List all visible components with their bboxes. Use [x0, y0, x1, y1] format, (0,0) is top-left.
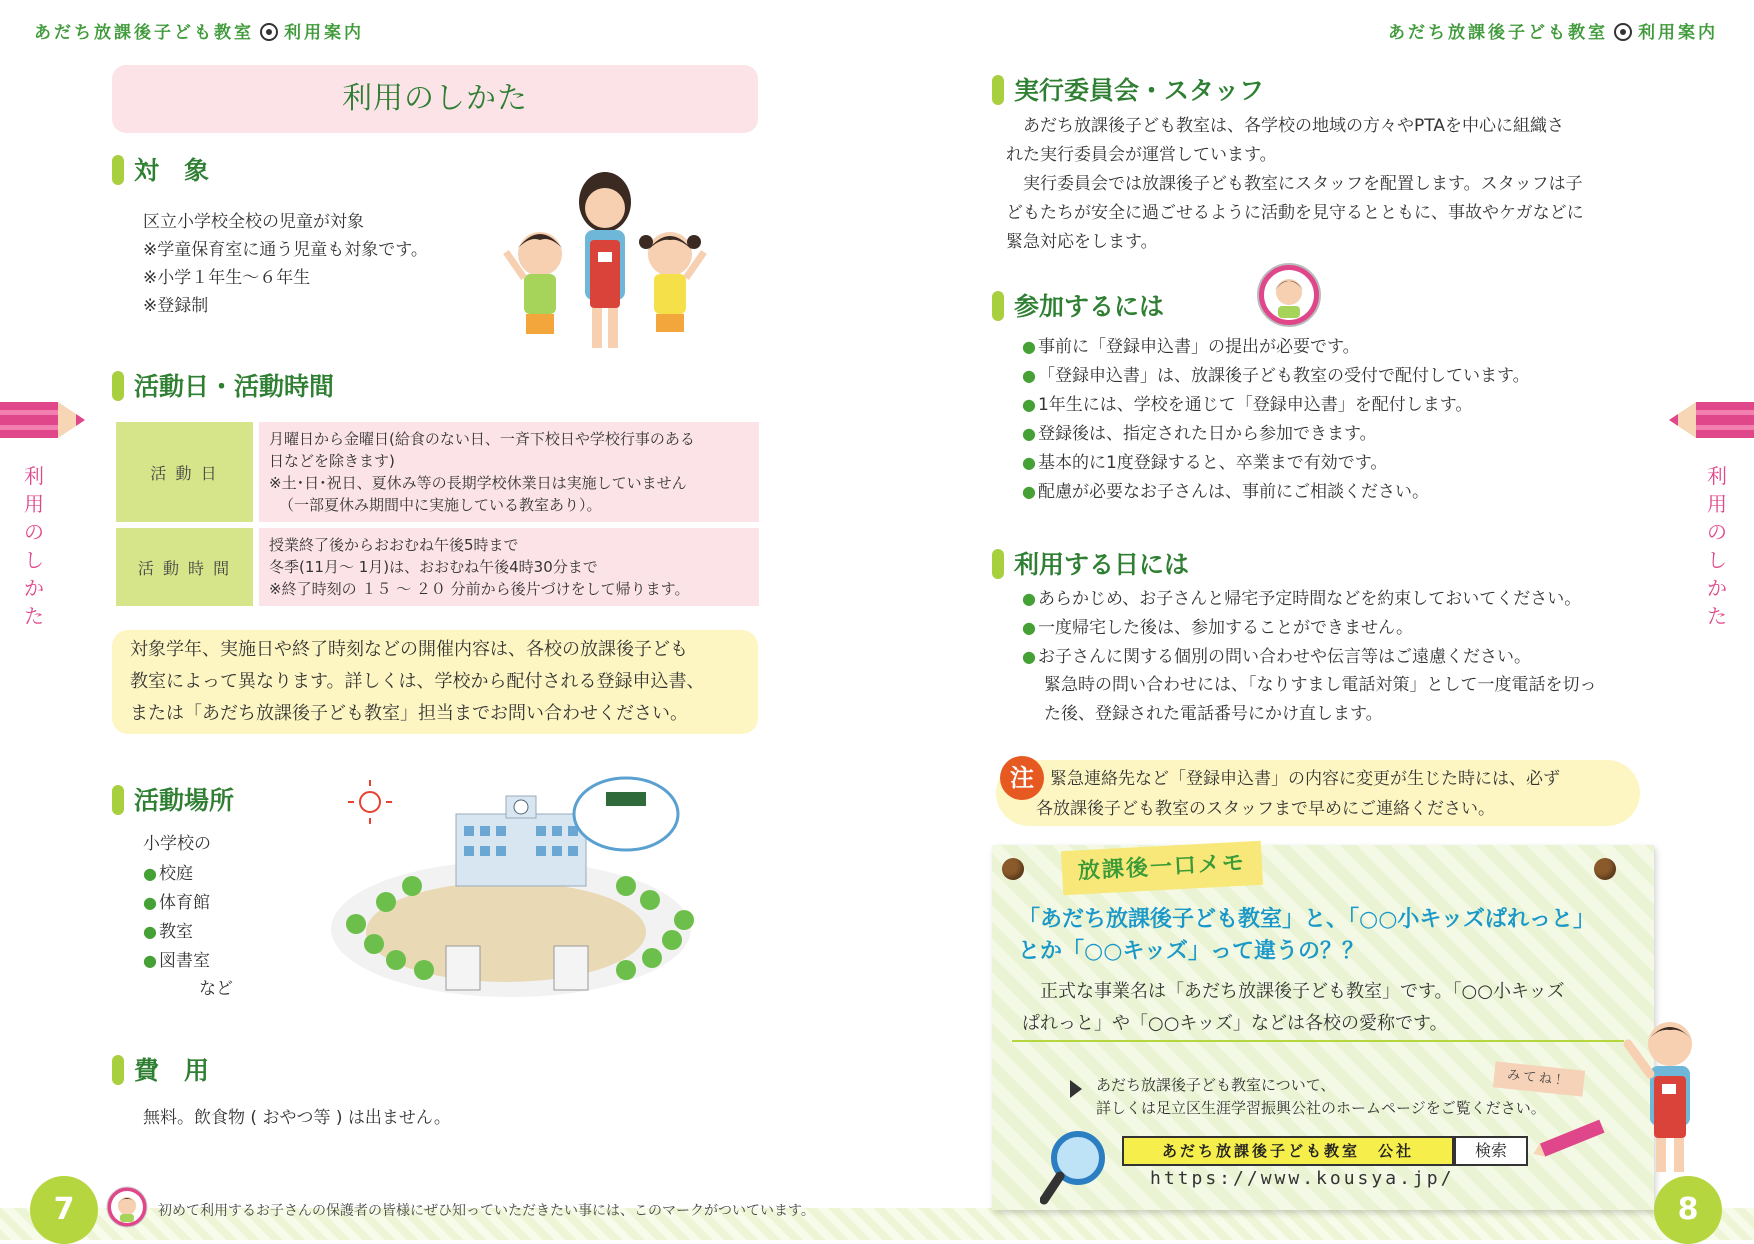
memo-answer: 正式な事業名は「あだち放課後子ども教室」です。「○○小キッズ ぱれっと」や「○○キッズ」などは各校の愛称です。: [1022, 981, 1565, 1034]
children-teacher-illustration: [500, 168, 710, 358]
first-time-mark-icon: [1256, 262, 1322, 328]
list-item: ● 基本的に1度登録すると、卒業まで有効です。: [1022, 453, 1388, 473]
section-heading-join: 参加するには: [992, 290, 1164, 324]
right-header: あだち放課後子ども教室 利用案内: [1388, 23, 1718, 43]
list-item: ● 一度帰宅した後は、参加することができません。: [1022, 618, 1413, 638]
pencil-icon: [1530, 1112, 1620, 1162]
soccer-ball-icon: [260, 23, 278, 41]
footer-note: 初めて利用するお子さんの保護者の皆様にぜひ知っていただきたい事には、このマークがついています。: [158, 1203, 815, 1219]
list-item: ● 体育館: [143, 893, 210, 913]
schedule-table: [116, 416, 759, 612]
schedule-label-hours: 活 動 時 間: [116, 528, 253, 606]
section-heading-schedule: 活動日・活動時間: [112, 370, 334, 404]
list-item: ● 教室: [143, 922, 193, 942]
list-item: ● あらかじめ、お子さんと帰宅予定時間などを約束しておいてください。: [1022, 589, 1582, 609]
page-number-right: 8: [1654, 1176, 1722, 1244]
join-list: [1022, 332, 1530, 506]
page-number-left: 7: [30, 1176, 98, 1244]
side-tab-right: 利 用 の し か た: [1707, 464, 1727, 628]
schedule-label-days: 活 動 日: [116, 422, 253, 522]
target-text: 区立小学校全校の児童が対象 ※学童保育室に通う児童も対象です。 ※小学１年生〜６年生 ※登録制: [143, 212, 428, 316]
caution-text: 緊急連絡先など「登録申込書」の内容に変更が生じた時には、必ず 各放課後子ども教室のスタッフまで早めにご連絡ください。: [1036, 769, 1560, 819]
list-item: ● 事前に「登録申込書」の提出が必要です。: [1022, 337, 1360, 357]
website-url[interactable]: https://www.kousya.jp/: [1150, 1168, 1455, 1189]
side-tab-left: 利 用 の し か た: [24, 464, 44, 628]
school-illustration: [326, 774, 706, 1004]
memo-divider: [1012, 1040, 1624, 1042]
pin-icon: [1002, 858, 1024, 880]
memo-question: 「あだち放課後子ども教室」と、「○○小キッズぱれっと」 とか「○○キッズ」って違うの？？: [1018, 907, 1595, 964]
pin-icon: [1594, 858, 1616, 880]
section-heading-target: 対 象: [112, 154, 209, 188]
list-item: ● 登録後は、指定された日から参加できます。: [1022, 424, 1377, 444]
place-list: 小学校の ● 校庭 ● 体育館 ● 教室 ● 図書室 など: [143, 834, 233, 999]
left-header: あだち放課後子ども教室 利用案内: [34, 23, 364, 43]
section-heading-committee: 実行委員会・スタッフ: [992, 74, 1264, 108]
committee-text: あだち放課後子ども教室は、各学校の地域の方々やPTAを中心に組織さ れた実行委員会が運営しています。 実行委員会では放課後子ども教室にスタッフを配置します。スタッフは子 どもたちが安全に過ごせるように活動を見守るとともに、事故やケガなどに 緊急対応をします。: [1006, 116, 1584, 252]
list-item: ● 配慮が必要なお子さんは、事前にご相談ください。: [1022, 482, 1429, 502]
first-time-mark-icon: [106, 1186, 148, 1228]
schedule-note: 対象学年、実施日や終了時刻などの開催内容は、各校の放課後子ども 教室によって異なります。詳しくは、学校から配付される登録申込書、 または「あだち放課後子ども教室」担当までお問い合わせください。: [112, 630, 758, 734]
soccer-ball-icon: [1614, 23, 1632, 41]
pencil-icon: [1669, 398, 1754, 442]
table-row: [116, 528, 759, 606]
list-item: ● 図書室: [143, 951, 210, 971]
section-heading-cost: 費 用: [112, 1054, 209, 1088]
memo-tag: 放課後一口メモ: [1061, 841, 1263, 895]
list-item: ● 「登録申込書」は、放課後子ども教室の受付で配付しています。: [1022, 366, 1530, 386]
list-item: ● お子さんに関する個別の問い合わせや伝言等はご遠慮ください。: [1022, 647, 1531, 667]
schedule-value-hours: 授業終了後からおおむね午後5時まで 冬季(11月〜 1月)は、おおむね午後4時30分まで ※終了時刻の １５ 〜 ２０ 分前から後片づけをして帰ります。: [253, 528, 759, 606]
search-button[interactable]: 検索: [1454, 1136, 1528, 1166]
caution-mark: 注: [1000, 756, 1044, 800]
memo-link-text: あだち放課後子ども教室について、 詳しくは足立区生涯学習振興公社のホームページをご覧ください。: [1096, 1076, 1546, 1117]
staff-illustration: [1620, 1010, 1720, 1180]
list-item: ● 1年生には、学校を通じて「登録申込書」を配付します。: [1022, 395, 1473, 415]
table-row: [116, 422, 759, 522]
pencil-icon: [0, 398, 85, 442]
page-title: 利用のしかた: [112, 65, 758, 133]
schedule-value-days: 月曜日から金曜日(給食のない日、一斉下校日や学校行事のある 日などを除きます) ※土･日･祝日、夏休み等の長期学校休業日は実施していません （一部夏休み期間中に実施している教室あり）。: [253, 422, 759, 522]
magnifier-icon: [1040, 1128, 1110, 1208]
section-heading-place: 活動場所: [112, 784, 234, 818]
section-heading-usage: 利用する日には: [992, 548, 1189, 582]
cost-text: 無料。飲食物 ( おやつ等 ) は出ません。: [143, 1108, 451, 1128]
sticky-note: みてね！: [1493, 1061, 1585, 1096]
arrow-right-icon: [1068, 1078, 1084, 1100]
usage-list: ● あらかじめ、お子さんと帰宅予定時間などを約束しておいてください。 ● 一度帰宅した後は、参加することができません。 ● お子さんに関する個別の問い合わせや伝言等はご遠慮ください。 緊急時の問い合わせには、「なりすまし電話対策」として一度電話を切っ た後、登録された電話番号にかけ直します。: [1022, 584, 1597, 729]
search-input[interactable]: あだち放課後子ども教室 公社: [1122, 1136, 1454, 1166]
list-item: ● 校庭: [143, 864, 193, 884]
